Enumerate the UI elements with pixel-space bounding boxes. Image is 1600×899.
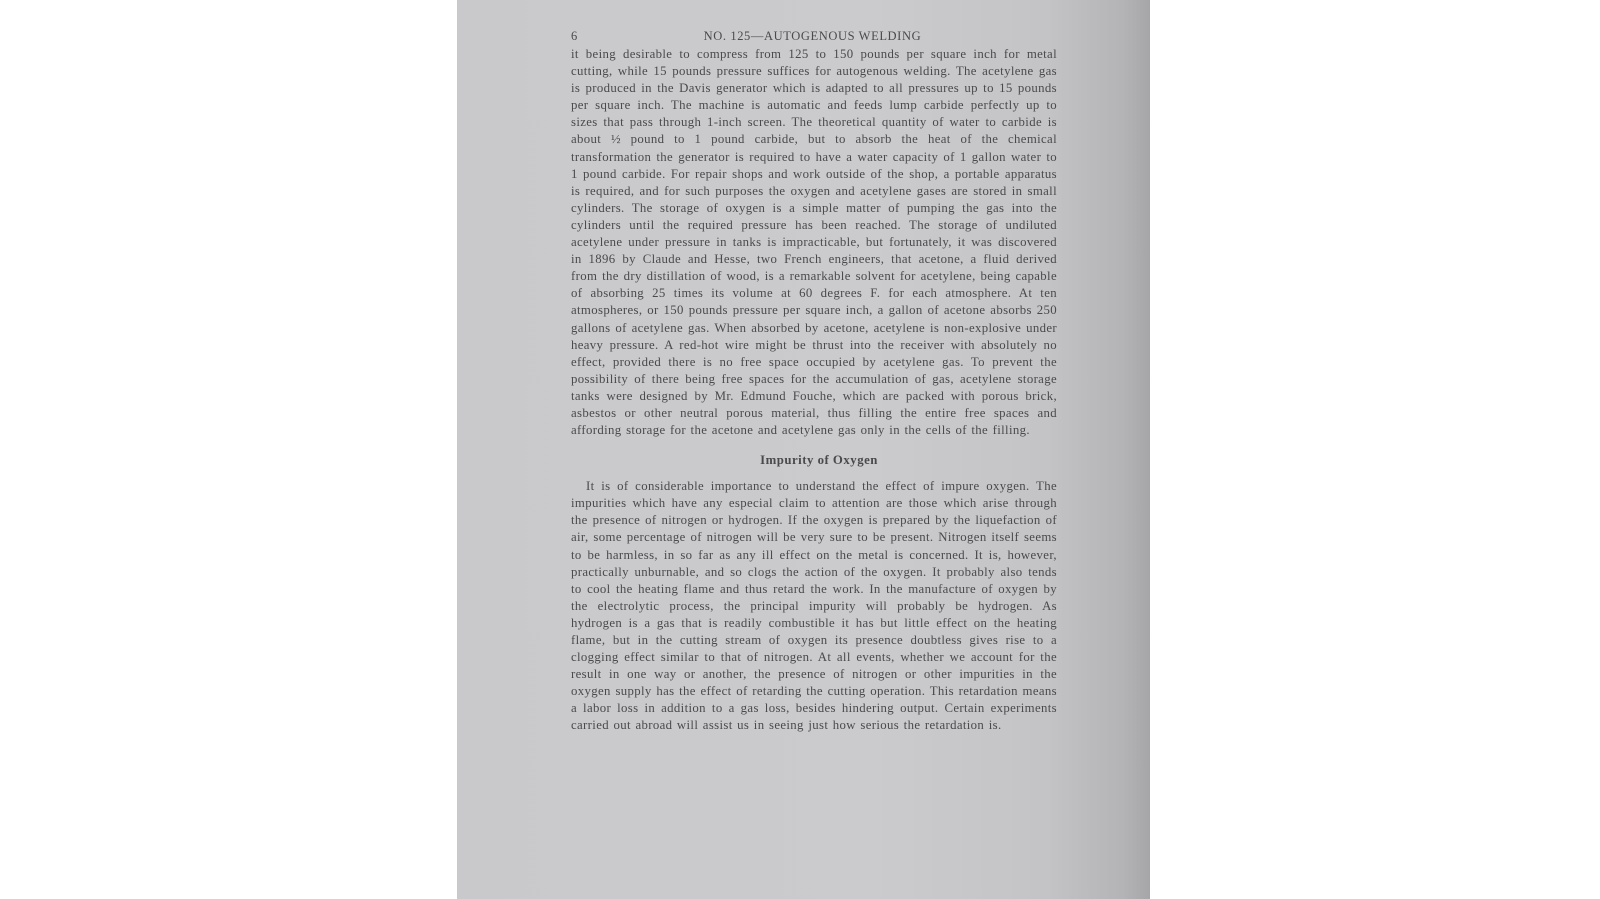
scanned-page: [457, 0, 1150, 899]
paragraph-storage-of-gases: it being desirable to compress from 125 to 150 pounds per square inch for metal cutting, while 15 pounds pressure suffices for autogenous welding. The acetylene gas is produced in the Davis generator which is adapted to all pressures up to 15 pounds per square inch. The machine is automatic and feeds lump carbide perfectly up to sizes that pass through 1-inch screen. The theoretical quantity of water to carbide is about ½ pound to 1 pound carbide, but to absorb the heat of the chemical transformation the generator is required to have a water capacity of 1 gallon water to 1 pound carbide. For repair shops and work outside of the shop, a portable apparatus is required, and for such purposes the oxygen and acetylene gases are stored in small cylinders. The storage of oxygen is a simple matter of pumping the gas into the cylinders until the required pressure has been reached. The storage of undiluted acetylene under pressure in tanks is impracticable, but fortunately, it was discovered in 1896 by Claude and Hesse, two French engineers, that acetone, a fluid derived from the dry distillation of wood, is a remarkable solvent for acetylene, being capable of absorbing 25 times its volume at 60 degrees F. for each atmosphere. At ten atmospheres, or 150 pounds pressure per square inch, a gallon of acetone absorbs 250 gallons of acetylene gas. When absorbed by acetone, acetylene is non-explosive under heavy pressure. A red-hot wire might be thrust into the receiver with absolutely no effect, provided there is no free space occupied by acetylene gas. To prevent the possibility of there being free spaces for the accumulation of gas, acetylene storage tanks were designed by Mr. Edmund Fouche, which are packed with porous brick, asbestos or other neutral porous material, thus filling the entire free spaces and affording storage for the acetone and acetylene gas only in the cells of the filling.: [571, 47, 1057, 438]
page-number: 6: [571, 29, 578, 43]
running-head: [571, 28, 1057, 45]
page-text-block: [571, 28, 1057, 735]
running-title: NO. 125—AUTOGENOUS WELDING: [703, 29, 922, 43]
paragraph-impurity-of-oxygen: It is of considerable importance to understand the effect of impure oxygen. The impurities which have any especial claim to attention are those which arise through the presence of nitrogen or hydrogen. If the oxygen is prepared by the liquefaction of air, some percentage of nitrogen will be very sure to be present. Nitrogen itself seems to be harmless, in so far as any ill effect on the metal is concerned. It is, however, practically unburnable, and so clogs the action of the oxygen. It probably also tends to cool the heating flame and thus retard the work. In the manufacture of oxygen by the electrolytic process, the principal impurity will probably be hydrogen. As hydrogen is a gas that is readily combustible it has but little effect on the heating flame, but in the cutting stream of oxygen its presence doubtless gives rise to a clogging effect similar to that of nitrogen. At all events, whether we account for the result in one way or another, the presence of nitrogen or other impurities in the oxygen supply has the effect of retarding the cutting operation. This retardation means a labor loss in addition to a gas loss, besides hindering output. Certain experiments carried out abroad will assist us in seeing just how serious the retardation is.: [571, 479, 1057, 733]
section-heading: Impurity of Oxygen: [760, 453, 878, 468]
